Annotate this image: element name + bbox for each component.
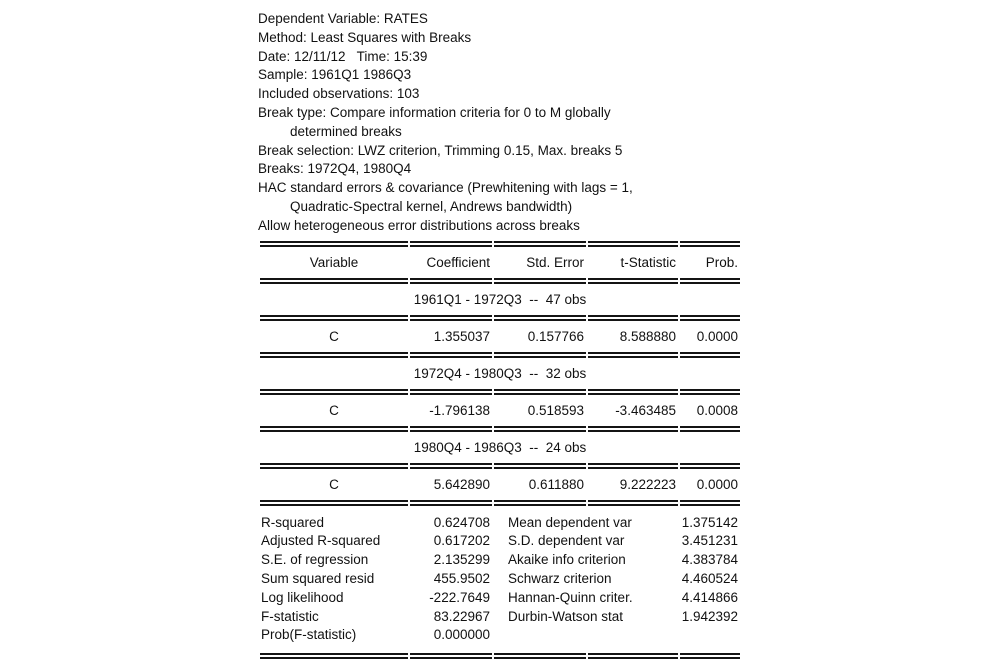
dependent-variable-line: Dependent Variable: RATES xyxy=(258,11,428,26)
breaks-line: Breaks: 1972Q4, 1980Q4 xyxy=(258,161,412,177)
stat-label: Sum squared resid xyxy=(261,570,375,586)
summary-row xyxy=(260,570,740,589)
method-line: Method: Least Squares with Breaks xyxy=(258,29,472,45)
variable-cell: C xyxy=(329,402,339,418)
stat-value: 1.375142 xyxy=(681,514,738,530)
summary-row xyxy=(260,589,740,608)
hac-errors-line: HAC standard errors & covariance (Prewhitening with lags = 1, xyxy=(258,180,633,196)
summary-row xyxy=(260,506,740,533)
segment-title: 1972Q4 - 1980Q3 -- 32 obs xyxy=(413,365,587,381)
segment-header-row xyxy=(260,284,740,315)
segment-title: 1961Q1 - 1972Q3 -- 47 obs xyxy=(413,291,587,307)
included-observations-line: Included observations: 103 xyxy=(258,86,420,102)
segment-header-row xyxy=(260,358,740,389)
coefficient-cell: -1.796138 xyxy=(429,402,490,418)
stat-label: R-squared xyxy=(261,514,325,530)
coefficient-cell: 1.355037 xyxy=(433,328,490,344)
stat-label: Log likelihood xyxy=(261,589,344,605)
t-statistic-cell: 8.588880 xyxy=(619,328,676,344)
std-error-cell: 0.157766 xyxy=(527,328,584,344)
stat-label xyxy=(494,626,678,653)
summary-row xyxy=(260,551,740,570)
prob-cell: 0.0008 xyxy=(696,402,738,418)
segment-header-row xyxy=(260,432,740,463)
coefficient-row xyxy=(260,321,740,352)
t-statistic-cell: 9.222223 xyxy=(619,476,676,492)
stat-value xyxy=(680,626,740,653)
double-rule-row xyxy=(260,653,740,659)
rule-segment xyxy=(410,653,492,659)
stat-value: 0.000000 xyxy=(433,627,490,643)
stat-label: S.D. dependent var xyxy=(508,533,625,549)
stat-value: 0.624708 xyxy=(433,514,490,530)
coefficient-row xyxy=(260,469,740,500)
prob-cell: 0.0000 xyxy=(696,328,738,344)
break-selection-line: Break selection: LWZ criterion, Trimming 0.15, Max. breaks 5 xyxy=(258,142,623,158)
stat-label: Prob(F-statistic) xyxy=(261,627,357,643)
stat-value: 455.9502 xyxy=(433,570,490,586)
prob-cell: 0.0000 xyxy=(696,476,738,492)
std-error-cell: 0.611880 xyxy=(528,476,584,492)
stat-value: 0.617202 xyxy=(433,533,490,549)
stat-label: Akaike info criterion xyxy=(508,552,626,568)
date-time-line: Date: 12/11/12 Time: 15:39 xyxy=(258,48,428,64)
stat-value: -222.7649 xyxy=(429,589,490,605)
hac-errors-continuation-line: Quadratic-Spectral kernel, Andrews bandwidth) xyxy=(290,198,573,214)
summary-row xyxy=(260,608,740,627)
stat-label: Durbin-Watson stat xyxy=(508,608,624,624)
variable-cell: C xyxy=(329,476,339,492)
col-header-t-statistic: t-Statistic xyxy=(620,254,676,270)
coefficient-cell: 5.642890 xyxy=(433,476,490,492)
stat-label: S.E. of regression xyxy=(261,552,369,568)
std-error-cell: 0.518593 xyxy=(527,402,584,418)
heterogeneous-errors-line: Allow heterogeneous error distributions across breaks xyxy=(258,217,580,233)
coefficient-row xyxy=(260,395,740,426)
t-statistic-cell: -3.463485 xyxy=(615,402,676,418)
col-header-prob: Prob. xyxy=(705,254,738,270)
rule-segment xyxy=(680,653,740,659)
stat-value: 4.414866 xyxy=(681,589,738,605)
break-type-continuation-line: determined breaks xyxy=(290,123,402,139)
estimation-spec xyxy=(258,10,742,236)
stat-label: Schwarz criterion xyxy=(508,570,612,586)
stat-value: 83.22967 xyxy=(433,608,490,624)
column-header-row xyxy=(260,247,740,278)
stat-label: F-statistic xyxy=(261,608,319,624)
stat-label: Adjusted R-squared xyxy=(261,533,381,549)
variable-cell: C xyxy=(329,328,339,344)
col-header-std-error: Std. Error xyxy=(526,254,584,270)
summary-row xyxy=(260,626,740,653)
rule-segment xyxy=(588,653,678,659)
summary-row xyxy=(260,532,740,551)
stat-value: 4.460524 xyxy=(681,570,738,586)
break-type-line: Break type: Compare information criteria for 0 to M globally xyxy=(258,104,611,120)
rule-segment xyxy=(260,653,408,659)
stat-value: 4.383784 xyxy=(681,552,738,568)
rule-segment xyxy=(494,653,586,659)
stat-label: Hannan-Quinn criter. xyxy=(508,589,633,605)
stat-value: 2.135299 xyxy=(433,552,490,568)
results-table xyxy=(258,241,742,660)
col-header-coefficient: Coefficient xyxy=(426,254,490,270)
regression-output xyxy=(258,10,742,659)
col-header-variable: Variable xyxy=(309,254,359,270)
stat-value: 3.451231 xyxy=(681,533,738,549)
stat-value: 1.942392 xyxy=(681,608,738,624)
stat-label: Mean dependent var xyxy=(508,514,632,530)
segment-title: 1980Q4 - 1986Q3 -- 24 obs xyxy=(413,439,587,455)
sample-line: Sample: 1961Q1 1986Q3 xyxy=(258,67,412,83)
